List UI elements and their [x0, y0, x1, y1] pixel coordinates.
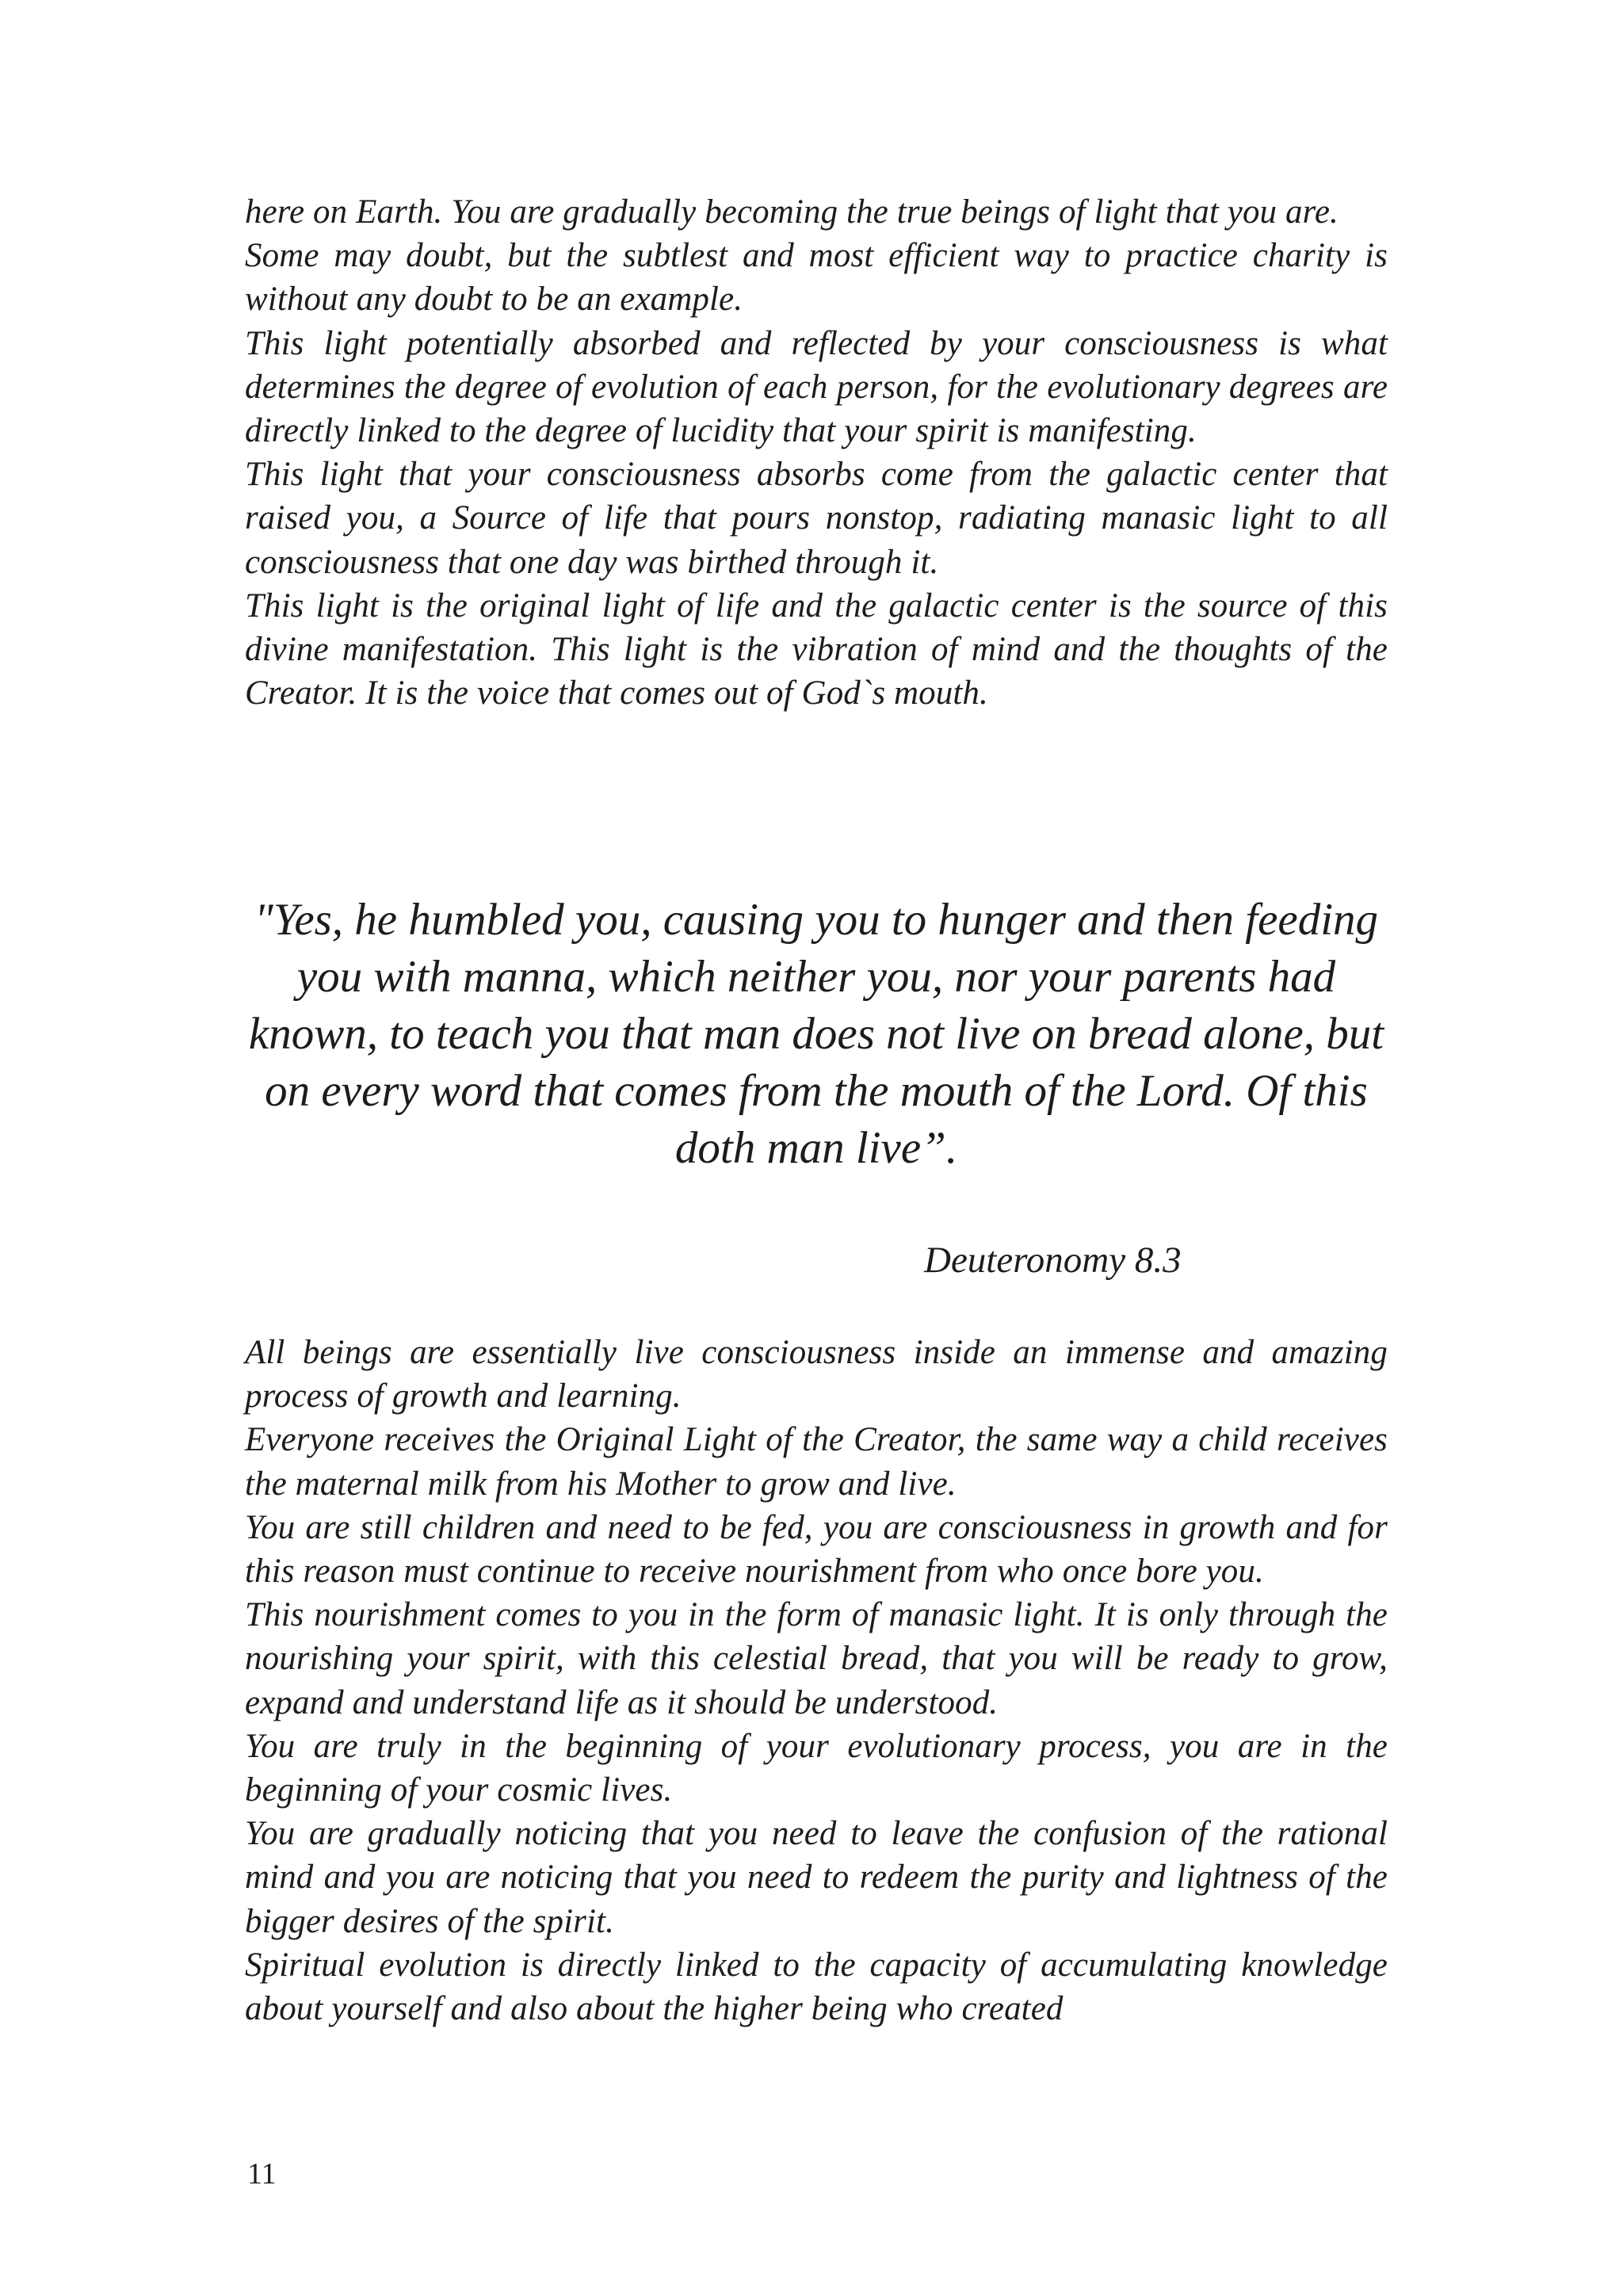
body-text-top: [245, 190, 1388, 715]
paragraph: This light that your consciousness absorbs come from the galactic center that raised you, a Source of life that pours nonstop, radiating manasic light to all consciousness that one day was birthed through it.: [245, 456, 1388, 581]
paragraph: This light is the original light of life and the galactic center is the source of this divine manifestation. This light is the vibration of mind and the thoughts of the Creator. It is the voice that comes out of God`s mouth.: [245, 586, 1388, 712]
paragraph: You are still children and need to be fed, you are consciousness in growth and for this reason must continue to receive nourishment from who once bore you.: [245, 1508, 1388, 1591]
paragraph: Everyone receives the Original Light of the Creator, the same way a child receives the maternal milk from his Mother to grow and live.: [245, 1421, 1388, 1503]
body-text-bottom: [245, 1331, 1388, 2030]
paragraph: Some may doubt, but the subtlest and most efficient way to practice charity is without any doubt to be an example.: [245, 237, 1388, 319]
paragraph: Spiritual evolution is directly linked to the capacity of accumulating knowledge about yourself and also about the higher being who created: [245, 1946, 1388, 2028]
paragraph: here on Earth. You are gradually becoming the true beings of light that you are.: [245, 193, 1338, 231]
paragraph: This light potentially absorbed and reflected by your consciousness is what determines the degree of evolution of each person, for the evolutionary degrees are directly linked to the degree of lucidity that your spirit is manifesting.: [245, 324, 1388, 450]
paragraph: You are gradually noticing that you need to leave the confusion of the rational mind and you are noticing that you need to redeem the purity and lightness of the bigger desires of the spirit.: [245, 1815, 1388, 1940]
paragraph: All beings are essentially live consciousness inside an immense and amazing process of growth and learning.: [245, 1334, 1388, 1415]
page-number: 11: [247, 2157, 277, 2191]
quote-citation: Deuteronomy 8.3: [924, 1240, 1182, 1281]
paragraph: This nourishment comes to you in the form of manasic light. It is only through the nourishing your spirit, with this celestial bread, that you will be ready to grow, expand and understand life as it should be understood.: [245, 1596, 1388, 1721]
paragraph: You are truly in the beginning of your evolutionary process, you are in the beginning of your cosmic lives.: [245, 1727, 1388, 1809]
scripture-quote: "Yes, he humbled you, causing you to hunger and then feeding you with manna, which neither you, nor your parents had known, to teach you that man does not live on bread alone, but on every word that comes from the mouth of the Lord. Of this doth man live”.: [248, 895, 1384, 1173]
